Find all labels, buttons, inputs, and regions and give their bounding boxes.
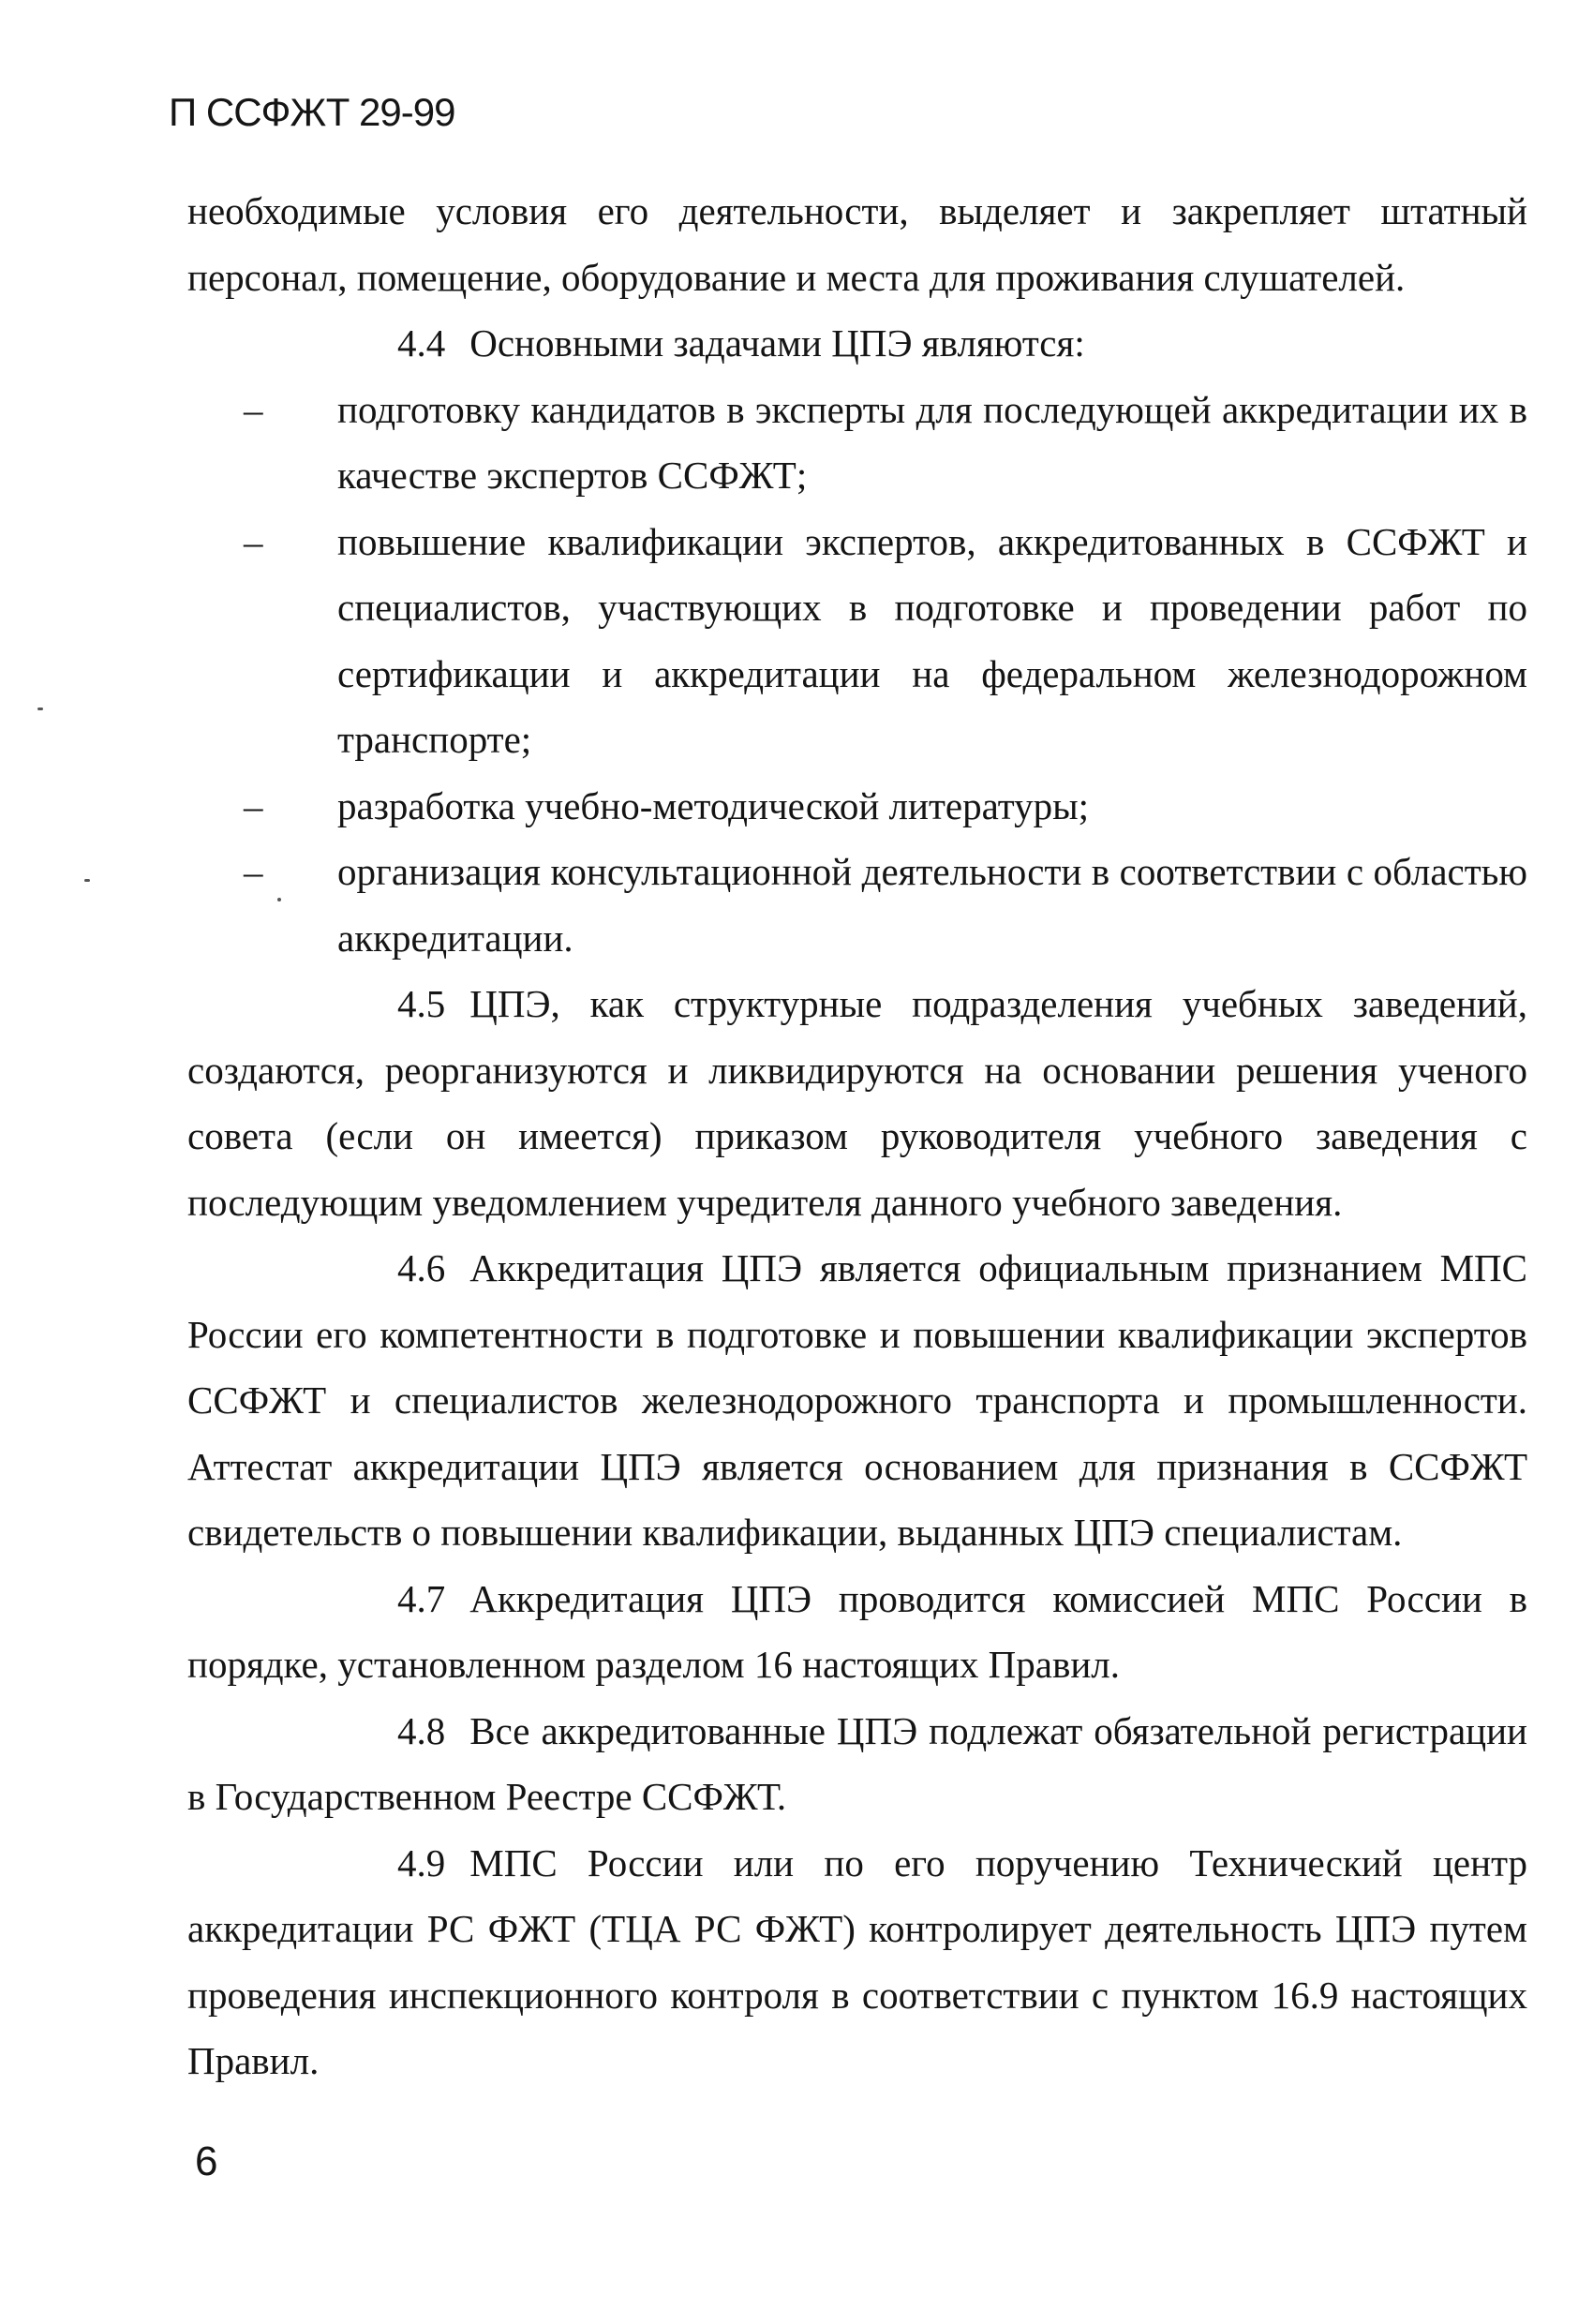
clause-text: МПС России или по его поручению Технический центр аккредитации РС ФЖТ (ТЦА РС ФЖТ) контролирует деятельность ЦПЭ путем проведения инспекционного контроля в соответствии с пунктом 16.9 настоящих Правил. — [187, 1840, 1527, 2082]
clause-4-4-heading — [187, 310, 1527, 377]
intro-paragraph: необходимые условия его деятельности, выделяет и закрепляет штатный персонал, помещение, оборудование и места для проживания слушателей. — [187, 189, 1527, 299]
list-item-text: подготовку кандидатов в эксперты для последующей аккредитации их в качестве экспертов ССФЖТ; — [337, 387, 1527, 497]
clause-number: 4.5 — [397, 982, 446, 1025]
scan-speck — [277, 898, 281, 901]
clause-4-6 — [187, 1235, 1527, 1566]
document-body — [187, 178, 1527, 2094]
clause-number: 4.6 — [397, 1246, 446, 1289]
dash-bullet: – — [244, 850, 263, 893]
dash-bullet: – — [244, 783, 263, 827]
list-item — [244, 509, 1527, 773]
clause-4-9 — [187, 1830, 1527, 2094]
clause-4-7 — [187, 1566, 1527, 1698]
dash-bullet: – — [244, 387, 263, 431]
list-item — [244, 773, 1527, 840]
document-code-header: П ССФЖТ 29-99 — [169, 90, 455, 134]
list-item — [244, 839, 1527, 971]
clause-text: Основными задачами ЦПЭ являются: — [469, 321, 1085, 365]
scan-speck — [37, 708, 43, 710]
clause-4-8 — [187, 1698, 1527, 1830]
clause-text: ЦПЭ, как структурные подразделения учебных заведений, создаются, реорганизуются и ликвидируются на основании решения ученого совета (если он имеется) приказом руководителя учебного заведения с последующим уведомлением учредителя данного учебного заведения. — [187, 982, 1527, 1224]
dash-bullet: – — [244, 519, 263, 563]
clause-number: 4.4 — [397, 321, 446, 365]
clause-number: 4.8 — [397, 1708, 446, 1752]
list-item-text: повышение квалификации экспертов, аккредитованных в ССФЖТ и специалистов, участвующих в подготовке и проведении работ по сертификации и аккредитации на федеральном железнодорожном транспорте; — [337, 519, 1527, 761]
clause-number: 4.7 — [397, 1576, 446, 1620]
list-item-text: организация консультационной деятельности в соответствии с областью аккредитации. — [337, 850, 1527, 960]
clause-text: Все аккредитованные ЦПЭ подлежат обязательной регистрации в Государственном Реестре ССФЖТ. — [187, 1708, 1527, 1818]
scan-speck — [84, 879, 90, 882]
clause-number: 4.9 — [397, 1840, 446, 1885]
list-item — [244, 377, 1527, 509]
list-item-text: разработка учебно-методической литературы; — [337, 783, 1090, 827]
clause-text: Аккредитация ЦПЭ проводится комиссией МПС России в порядке, установленном разделом 16 настоящих Правил. — [187, 1576, 1527, 1686]
tasks-list — [187, 377, 1527, 972]
clause-text: Аккредитация ЦПЭ является официальным признанием МПС России его компетентности в подготовке и повышении квалификации экспертов ССФЖТ и специалистов железнодорожного транспорта и промышленности. Аттестат аккредитации ЦПЭ является основанием для признания в ССФЖТ свидетельств о повышении квалификации, выданных ЦПЭ специалистам. — [187, 1246, 1527, 1554]
clause-4-5 — [187, 971, 1527, 1235]
page-number: 6 — [195, 2138, 218, 2184]
